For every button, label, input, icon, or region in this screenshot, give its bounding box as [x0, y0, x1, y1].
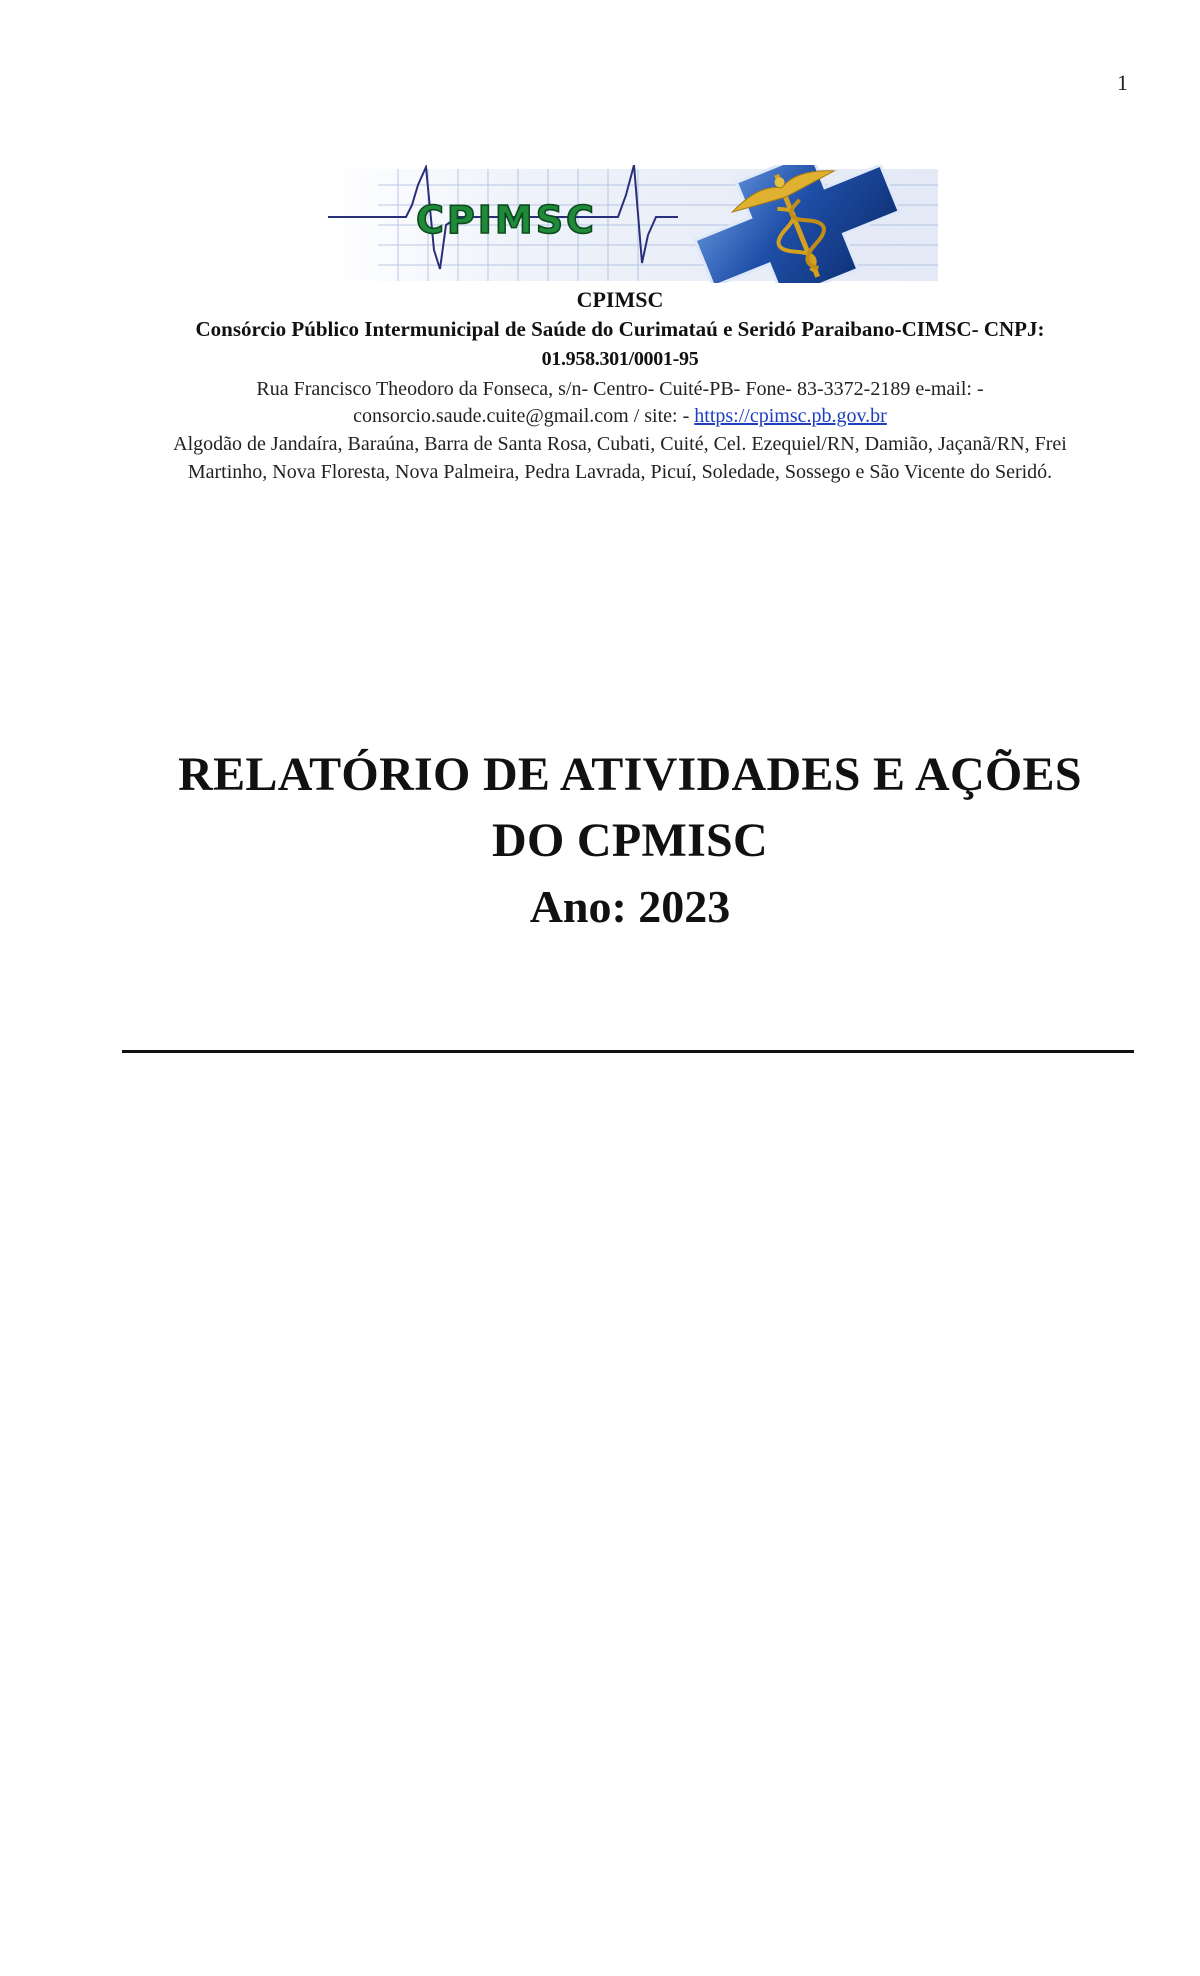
site-link[interactable]: https://cpimsc.pb.gov.br [694, 405, 887, 427]
cpimsc-logo-graphic [318, 165, 938, 283]
page-number: 1 [1117, 70, 1128, 95]
address-line-2 [120, 403, 1120, 430]
logo-text: CPIMSC [416, 198, 597, 242]
org-full-name: Consórcio Público Intermunicipal de Saúde do Curimataú e Seridó Paraibano-CIMSC- CNPJ: [195, 317, 1045, 341]
title-line-1: RELATÓRIO DE ATIVIDADES E AÇÕES [178, 748, 1082, 801]
report-title [100, 742, 1160, 940]
municipalities-line-2: Martinho, Nova Floresta, Nova Palmeira, Pedra Lavrada, Picuí, Soledade, Sossego e São Vicente do Seridó. [187, 461, 1053, 483]
org-short-name: CPIMSC [576, 287, 664, 312]
member-municipalities [120, 430, 1120, 486]
municipalities-line-1: Algodão de Jandaíra, Baraúna, Barra de Santa Rosa, Cubati, Cuité, Cel. Ezequiel/RN, Damião, Jaçanã/RN, Frei [173, 433, 1067, 455]
email-text: consorcio.saude.cuite@gmail.com / site: - [353, 405, 690, 427]
letterhead [120, 285, 1120, 486]
org-address [120, 376, 1120, 430]
horizontal-divider [122, 1050, 1134, 1053]
address-line-1: Rua Francisco Theodoro da Fonseca, s/n- Centro- Cuité-PB- Fone- 83-3372-2189 e-mail: - [256, 378, 984, 400]
title-line-2: DO CPMISC [491, 814, 769, 867]
cpimsc-logo [318, 165, 938, 283]
title-year: Ano: 2023 [529, 881, 731, 932]
org-cnpj: 01.958.301/0001-95 [541, 348, 699, 370]
